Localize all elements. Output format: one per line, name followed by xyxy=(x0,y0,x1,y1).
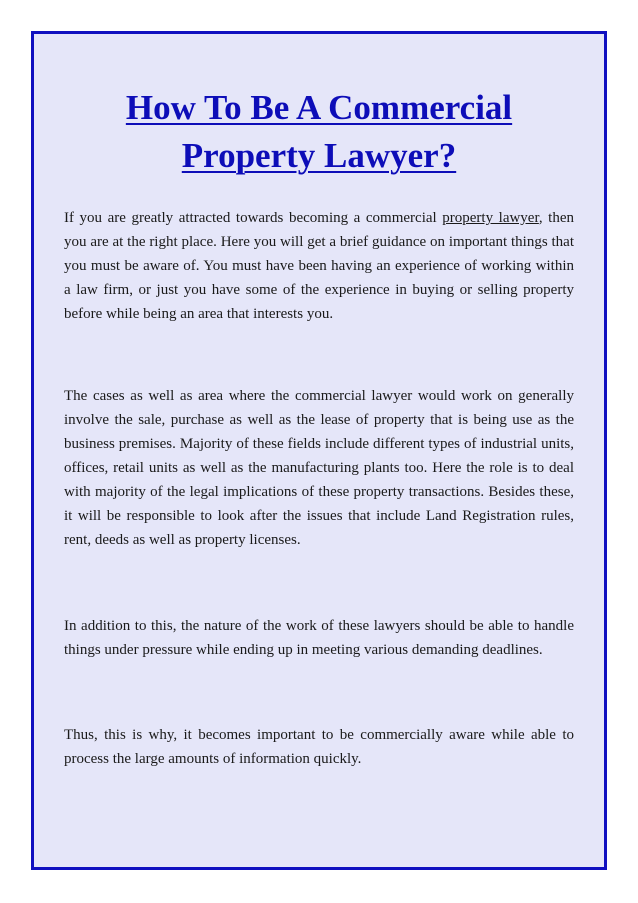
paragraph-conclusion: Thus, this is why, it becomes important to be commercially aware while able to process the large amounts of information quickly. xyxy=(64,727,574,767)
paragraph-intro-end: , then you are at the right place. Here you will get a brief guidance on important things that you must be aware of. You must have been having an experience of working within a law firm, or just you have some of the experience in buying or selling property before while being an area that interests you. xyxy=(64,210,574,322)
page-title xyxy=(34,84,604,180)
title-line-1: How To Be A Commercial xyxy=(125,88,513,127)
page-frame xyxy=(31,31,607,870)
paragraph-intro xyxy=(64,206,574,326)
paragraph-intro-start: If you are greatly attracted towards becoming a commercial xyxy=(64,210,443,226)
title-line-2: Property Lawyer? xyxy=(181,136,457,175)
paragraph-cases: The cases as well as area where the commercial lawyer would work on generally involve the sale, purchase as well as the lease of property that is being use as the business premises. Majority of these fields include different types of industrial units, offices, retail units as well as the manufacturing plants too. Here the role is to deal with majority of the legal implications of these property transactions. Besides these, it will be responsible to look after the issues that include Land Registration rules, rent, deeds as well as property licenses. xyxy=(64,388,574,548)
property-lawyer-link[interactable]: property lawyer xyxy=(442,210,539,226)
paragraph-nature-of-work: In addition to this, the nature of the work of these lawyers should be able to handle things under pressure while ending up in meeting various demanding deadlines. xyxy=(64,618,574,658)
